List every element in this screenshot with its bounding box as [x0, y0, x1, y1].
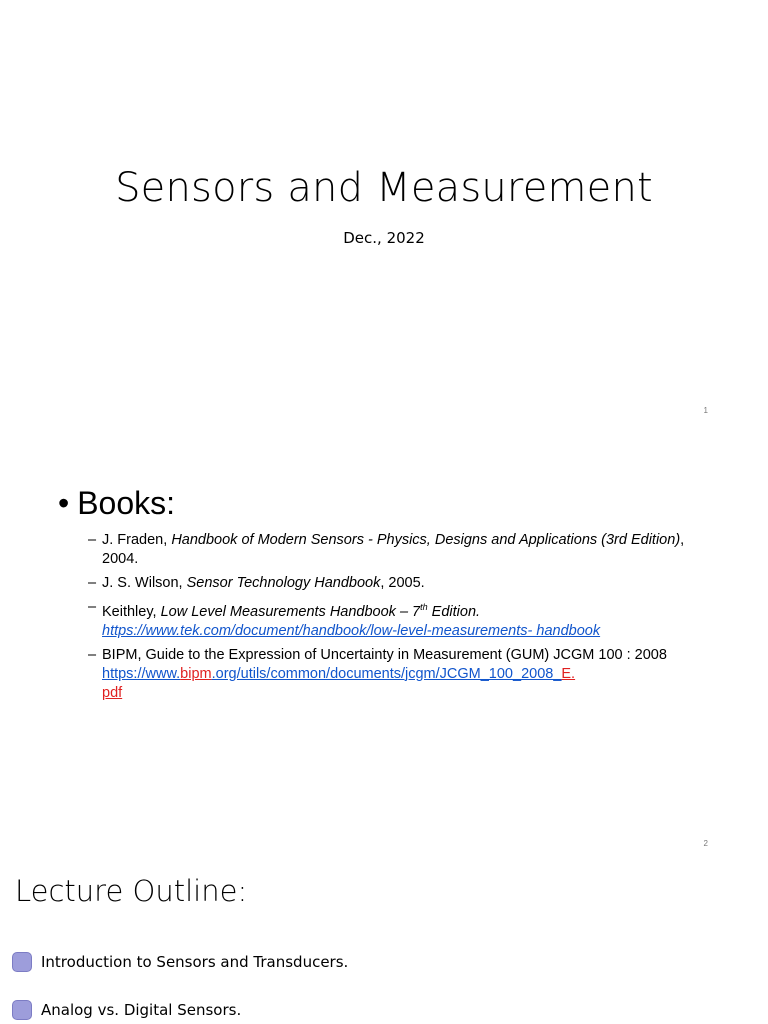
dash-bullet-icon: – [88, 599, 97, 615]
bipm-gum-link[interactable] [102, 666, 575, 701]
ref-title: Sensor Technology Handbook [186, 575, 381, 591]
link-segment: https://www. [102, 665, 181, 682]
reference-item [88, 646, 698, 703]
ref-author: J. S. Wilson, [102, 575, 187, 591]
outline-item-text: Introduction to Sensors and Transducers. [41, 953, 349, 971]
dash-bullet-icon: – [88, 575, 97, 591]
ref-edition: Edition. [427, 603, 481, 620]
page-number: 1 [703, 406, 708, 415]
slide-date: Dec., 2022 [343, 229, 425, 247]
bullet-dot-icon: • [58, 485, 70, 521]
books-heading [58, 485, 175, 522]
ref-author: J. Fraden, [102, 532, 172, 548]
ref-year: , 2005. [380, 575, 425, 591]
keithley-handbook-link[interactable]: https://www.tek.com/document/handbook/low-level-measurements- handbook [102, 622, 601, 639]
square-bullet-icon [12, 1000, 32, 1020]
outline-item-text: Analog vs. Digital Sensors. [41, 1001, 242, 1019]
link-segment: pdf [102, 684, 123, 701]
reference-item [88, 531, 698, 569]
square-bullet-icon [12, 952, 32, 972]
ref-author: Keithley, [102, 603, 161, 620]
link-segment: E. [561, 665, 576, 682]
outline-item [12, 952, 348, 972]
books-heading-text: Books: [77, 485, 176, 521]
slide-2 [0, 433, 768, 865]
dash-bullet-icon: – [88, 532, 97, 548]
link-segment: bipm [180, 665, 212, 682]
reference-list [88, 531, 698, 708]
ref-superscript: th [420, 602, 428, 612]
link-segment: .org/utils/common/documents/jcgm/JCGM_100_2008_ [211, 665, 562, 682]
reference-item [88, 574, 698, 593]
reference-item [88, 598, 698, 641]
slide-title: Sensors and Measurement [115, 165, 653, 211]
ref-title: Handbook of Modern Sensors - Physics, Designs and Applications (3rd Edition) [171, 532, 681, 548]
ref-year: , 2004. [102, 532, 685, 567]
slide-3 [0, 866, 768, 1024]
dash-bullet-icon: – [88, 646, 97, 663]
outline-item [12, 1000, 241, 1020]
ref-text: BIPM, Guide to the Expression of Uncertainty in Measurement (GUM) JCGM 100 : 2008 [102, 646, 667, 663]
outline-title: Lecture Outline: [15, 874, 248, 908]
page-number: 2 [703, 839, 708, 848]
ref-title: Low Level Measurements Handbook – 7 [160, 603, 421, 620]
slide-1 [0, 0, 768, 432]
